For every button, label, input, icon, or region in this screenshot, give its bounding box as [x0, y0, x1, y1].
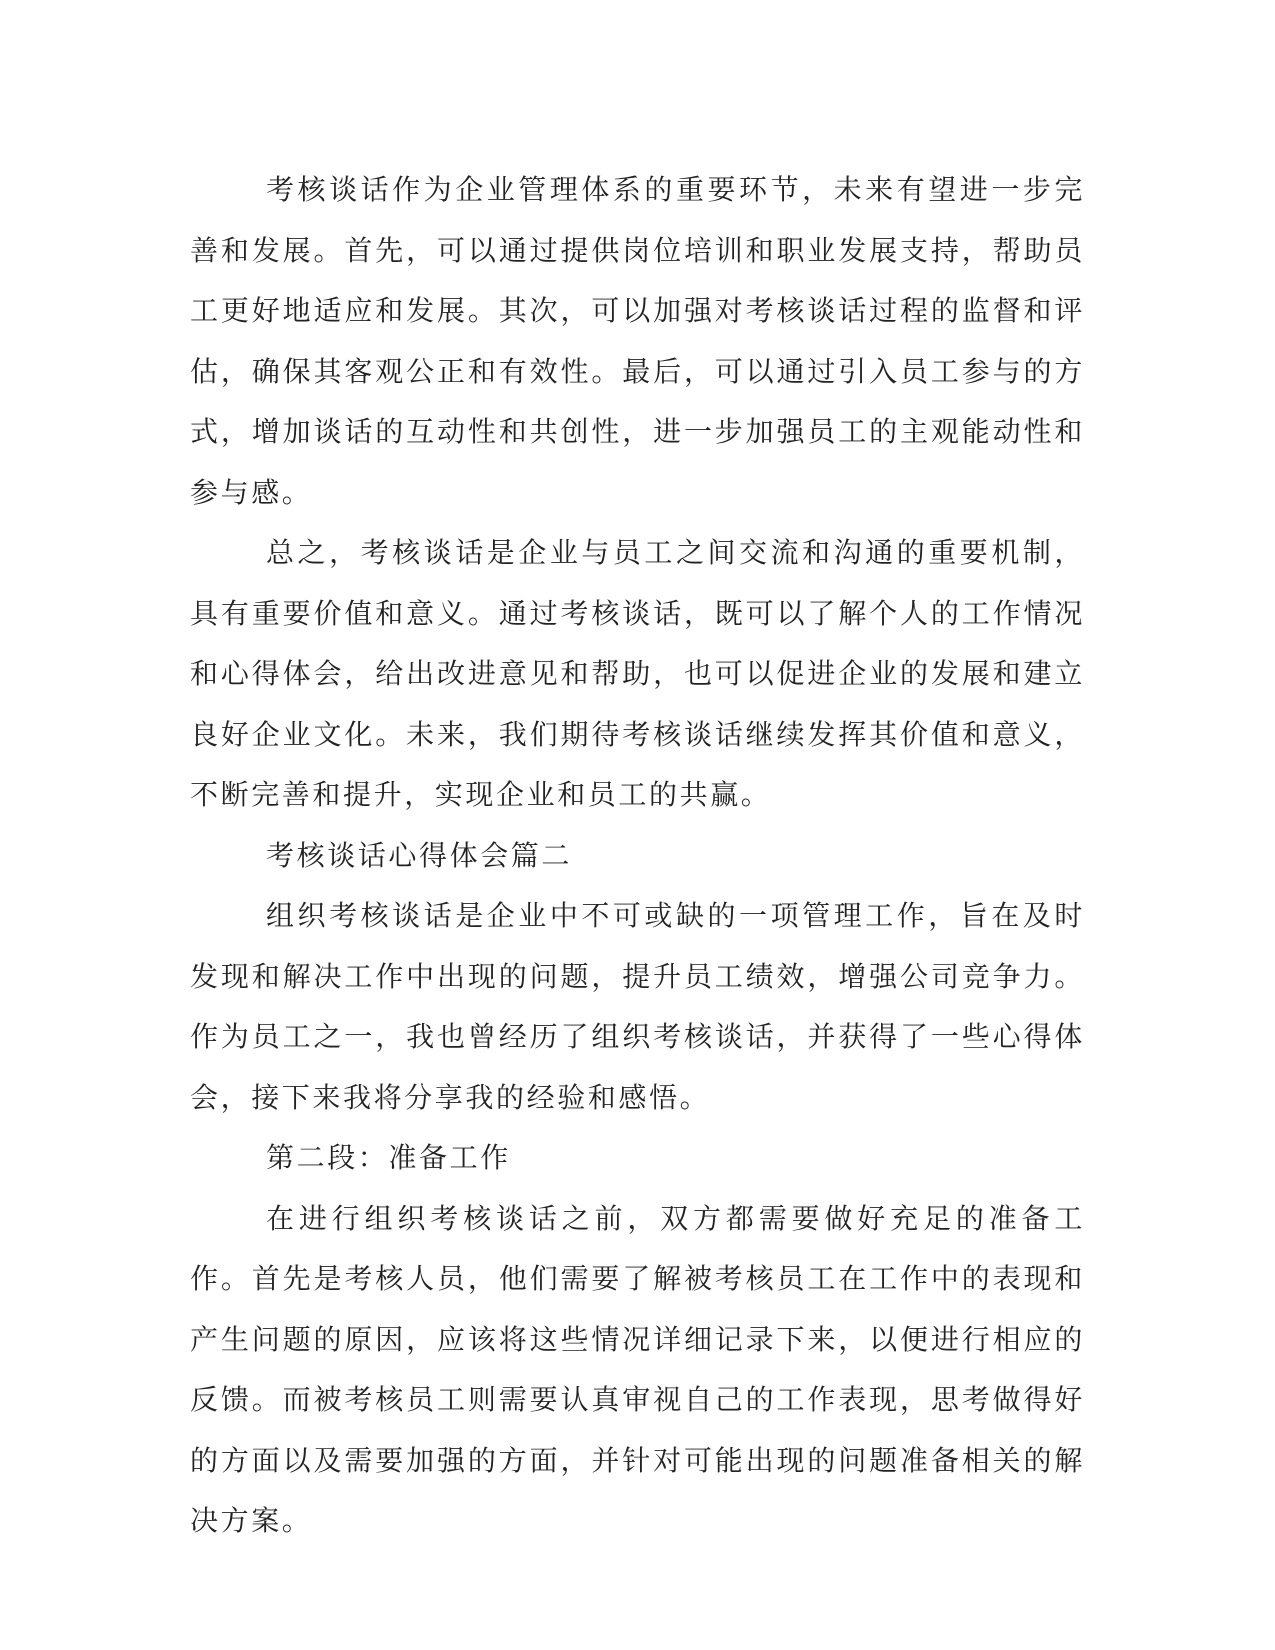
paragraph-preparation: 在进行组织考核谈话之前，双方都需要做好充足的准备工作。首先是考核人员，他们需要了解被考核员工在工作中的表现和产生问题的原因，应该将这些情况详细记录下来，以便进行相应的反馈。而被考核员工则需要认真审视自己的工作表现，思考做得好的方面以及需要加强的方面，并针对可能出现的问题准备相关的解决方案。	[190, 1201, 1085, 1537]
paragraph-introduction: 组织考核谈话是企业中不可或缺的一项管理工作，旨在及时发现和解决工作中出现的问题，提升员工绩效，增强公司竞争力。作为员工之一，我也曾经历了组织考核谈话，并获得了一些心得体会，接下来我将分享我的经验和感悟。	[190, 899, 1085, 1114]
document-body	[190, 160, 1085, 1552]
section-heading-part-two: 考核谈话心得体会篇二	[266, 838, 573, 872]
section-heading-preparation: 第二段：准备工作	[266, 1141, 511, 1174]
paragraph-conclusion: 总之，考核谈话是企业与员工之间交流和沟通的重要机制，具有重要价值和意义。通过考核谈话，既可以了解个人的工作情况和心得体会，给出改进意见和帮助，也可以促进企业的发展和建立良好企业文化。未来，我们期待考核谈话继续发挥其价值和意义，不断完善和提升，实现企业和员工的共赢。	[190, 536, 1085, 811]
paragraph-future-outlook: 考核谈话作为企业管理体系的重要环节，未来有望进一步完善和发展。首先，可以通过提供岗位培训和职业发展支持，帮助员工更好地适应和发展。其次，可以加强对考核谈话过程的监督和评估，确保其客观公正和有效性。最后，可以通过引入员工参与的方式，增加谈话的互动性和共创性，进一步加强员工的主观能动性和参与感。	[190, 173, 1085, 509]
